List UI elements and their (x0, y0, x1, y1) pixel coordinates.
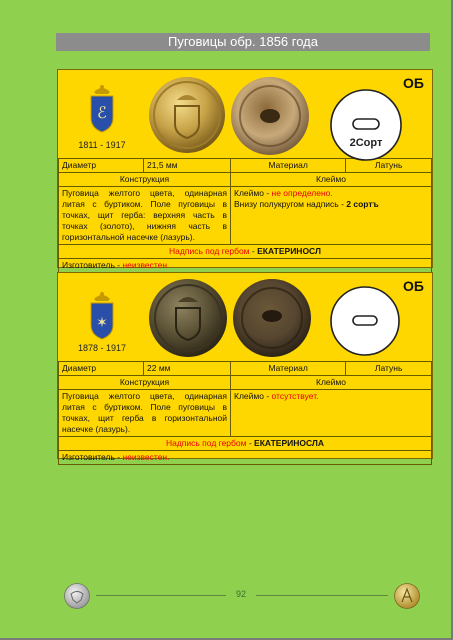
material-value: Латунь (346, 159, 432, 173)
type-code: ОБ (403, 278, 424, 294)
inscription-row (59, 437, 432, 451)
diameter-value: 22 мм (144, 362, 231, 376)
maker-prefix: Изготовитель - (62, 452, 123, 462)
material-value: Латунь (346, 362, 432, 376)
coat-of-arms-emblem (88, 82, 116, 134)
mark-description (231, 187, 432, 245)
years-range: 1878 - 1917 (77, 343, 127, 353)
diameter-value: 21,5 мм (144, 159, 231, 173)
mark-value: отсутствует. (271, 391, 319, 401)
material-label: Материал (231, 159, 346, 173)
button-front-photo (148, 76, 226, 154)
material-label: Материал (231, 362, 346, 376)
maker-value: неизвестен (122, 260, 168, 270)
page-title: Пуговицы обр. 1856 года (56, 33, 430, 51)
photo-row (58, 273, 432, 361)
photo-row (58, 70, 432, 158)
inscription-prefix: Надпись под гербом (169, 246, 250, 256)
spec-table (58, 158, 432, 273)
inscription-value: ЕКАТЕРИНОСЛА (254, 438, 325, 448)
inscription-row (59, 245, 432, 259)
construction-description: Пуговица желтого цвета, одинарная литая с буртиком. Поле пуговицы в точках, щит герба: верхняя часть в точках (золото), нижняя часть в горизонтальной насечке (лазурь). (59, 187, 231, 245)
mark-prefix: Клеймо - (234, 391, 272, 401)
button-back-diagram (329, 88, 403, 162)
maker-row (59, 259, 432, 273)
inscription-prefix: Надпись под гербом (165, 438, 247, 448)
mark-line2-prefix: Внизу полукругом надпись - (234, 199, 347, 209)
button-front-photo (148, 278, 228, 358)
mark-label: Клеймо (231, 173, 432, 187)
button-card-1 (57, 69, 433, 268)
diameter-label: Диаметр (59, 159, 144, 173)
footer-line-right (256, 595, 388, 596)
maker-prefix: Изготовитель - (62, 260, 123, 270)
maker-value: неизвестен. (122, 452, 170, 462)
diagram-inscription: 2Сорт (349, 137, 383, 149)
coat-of-arms-emblem (88, 289, 116, 341)
construction-description: Пуговица желтого цвета, одинарная литая с буртиком. Поле пуговицы в точках, щит герба в горизонтальной насечке (лазурь). (59, 390, 231, 437)
svg-text:ℰ: ℰ (97, 103, 107, 122)
mark-description (231, 390, 432, 437)
years-range: 1811 - 1917 (78, 140, 126, 150)
footer-medal-monogram-icon (394, 583, 420, 609)
inscription-sep: - (249, 246, 258, 256)
button-back-diagram (329, 285, 401, 357)
button-card-2 (57, 272, 433, 462)
mark-prefix: Клеймо - (234, 188, 272, 198)
mark-value: не определено. (271, 188, 333, 198)
inscription-sep: - (246, 438, 255, 448)
page-number: 92 (236, 589, 247, 599)
construction-label: Конструкция (59, 376, 231, 390)
button-back-photo (232, 278, 312, 358)
diameter-label: Диаметр (59, 362, 144, 376)
footer-medal-eagle-icon (64, 583, 90, 609)
button-back-photo (230, 76, 310, 156)
spec-table (58, 361, 432, 465)
construction-label: Конструкция (59, 173, 231, 187)
maker-row (59, 451, 432, 465)
mark-label: Клеймо (231, 376, 432, 390)
type-code: ОБ (403, 75, 424, 91)
footer-line-left (96, 595, 226, 596)
mark-line2-value: 2 сортъ (346, 199, 379, 209)
svg-text:✶: ✶ (96, 315, 108, 331)
inscription-value: ЕКАТЕРИНОСЛ (257, 246, 321, 256)
